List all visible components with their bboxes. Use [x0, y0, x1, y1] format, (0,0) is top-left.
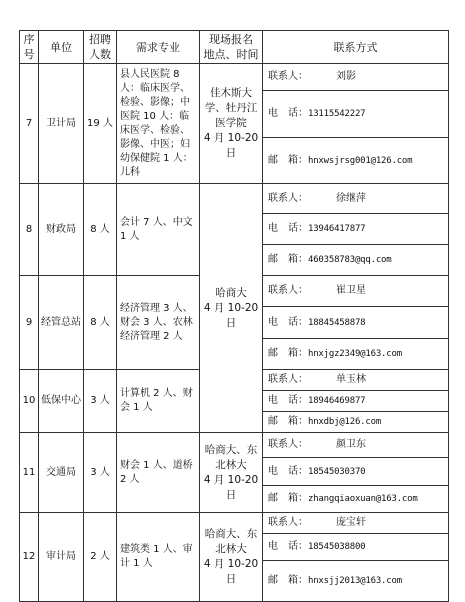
contact-block [263, 513, 449, 602]
header-major: 需求专业 [117, 31, 200, 64]
contact-email[interactable]: hnxwsjrsg001@126.com [308, 155, 413, 166]
row-unit: 交通局 [39, 433, 84, 513]
row-no: 7 [20, 64, 39, 184]
table-row [20, 513, 449, 602]
row-no: 9 [20, 276, 39, 370]
row-location: 佳木斯大学、牡丹江医学院 4 月 10-20 日 [200, 64, 263, 184]
contact-person-row: 联系人： 单玉林 [263, 370, 448, 391]
contact-phone-row: 电 话： 18946469877 [263, 391, 448, 412]
table-row [20, 184, 449, 276]
contact-phone: 18845458878 [308, 317, 366, 328]
row-location: 哈商大、东北林大 4 月 10-20 日 [200, 513, 263, 602]
contact-person: 徐继萍 [336, 192, 366, 204]
row-count: 8 人 [84, 276, 117, 370]
contact-phone-row: 电 话： 18545038800 [263, 534, 448, 561]
row-no: 12 [20, 513, 39, 602]
row-unit: 财政局 [39, 184, 84, 276]
contact-email[interactable]: 460358783@qq.com [308, 255, 392, 265]
contact-person-row: 联系人： 崔卫星 [263, 276, 448, 307]
row-major: 县人民医院 8 人：临床医学、检验、影像；中医院 10 人：临床医学、检验、影像、中医；妇幼保健院 1 人：儿科 [117, 64, 200, 184]
contact-phone: 18545038800 [308, 542, 366, 552]
row-count: 19 人 [84, 64, 117, 184]
row-no: 11 [20, 433, 39, 513]
contact-email[interactable]: zhangqiaoxuan@163.com [308, 494, 418, 504]
row-unit: 经管总站 [39, 276, 84, 370]
row-count: 3 人 [84, 370, 117, 433]
row-count: 8 人 [84, 184, 117, 276]
row-major: 财会 1 人、道桥 2 人 [117, 433, 200, 513]
contact-phone: 18946469877 [308, 396, 366, 406]
contact-person: 刘影 [336, 71, 356, 82]
contact-person: 崔卫星 [336, 285, 366, 296]
row-no: 10 [20, 370, 39, 433]
contact-block [263, 184, 449, 276]
row-major: 经济管理 3 人、财会 3 人、农林经济管理 2 人 [117, 276, 200, 370]
row-major: 会计 7 人、中文 1 人 [117, 184, 200, 276]
header-contact: 联系方式 [263, 31, 449, 64]
contact-phone-row: 电 话： 18545030370 [263, 458, 448, 486]
row-unit: 审计局 [39, 513, 84, 602]
contact-person: 单玉林 [336, 374, 366, 385]
contact-block [263, 370, 449, 433]
contact-person-row: 联系人： 颜卫东 [263, 433, 448, 458]
header-no: 序 号 [20, 31, 39, 64]
contact-email[interactable]: hnxjgz2349@163.com [308, 349, 402, 359]
contact-person-row: 联系人： 庞宝轩 [263, 513, 448, 534]
contact-email[interactable]: hnxdbj@126.com [308, 417, 382, 427]
contact-email-row: 邮 箱： 460358783@qq.com [268, 254, 392, 265]
contact-block [263, 64, 449, 184]
row-no: 8 [20, 184, 39, 276]
contact-person: 颜卫东 [336, 439, 366, 450]
row-location: 哈商大 4 月 10-20 日 [200, 184, 263, 433]
contact-email-row: 邮 箱： hnxwsjrsg001@126.com [268, 154, 413, 166]
row-count: 2 人 [84, 513, 117, 602]
contact-email-row: 邮 箱： hnxdbj@126.com [268, 416, 382, 427]
row-location: 哈商大、东北林大 4 月 10-20 日 [200, 433, 263, 513]
contact-email[interactable]: hnxsjj2013@163.com [308, 576, 402, 586]
contact-phone-row: 电 话： 13115542227 [263, 91, 448, 138]
contact-phone-row: 电 话： 18845458878 [263, 307, 448, 339]
contact-phone-row: 电 话： 13946417877 [263, 214, 448, 245]
table-row [20, 64, 449, 184]
row-major: 计算机 2 人、财会 1 人 [117, 370, 200, 433]
contact-person-row: 联系人： 徐继萍 [263, 184, 448, 214]
header-location: 现场报名 地点、时间 [200, 31, 263, 64]
contact-phone: 13946417877 [308, 224, 366, 234]
table-row [20, 433, 449, 513]
row-unit: 卫计局 [39, 64, 84, 184]
row-unit: 低保中心 [39, 370, 84, 433]
header-count: 招聘 人数 [84, 31, 117, 64]
contact-person-row: 联系人： 刘影 [263, 64, 448, 91]
contact-phone: 18545030370 [308, 466, 366, 477]
contact-person: 庞宝轩 [336, 517, 366, 528]
contact-email-row: 邮 箱： hnxjgz2349@163.com [268, 348, 402, 359]
contact-email-row: 邮 箱： zhangqiaoxuan@163.com [268, 493, 418, 504]
contact-phone: 13115542227 [308, 109, 366, 119]
header-row [20, 31, 449, 64]
header-unit: 单位 [39, 31, 84, 64]
contact-block [263, 276, 449, 370]
row-major: 建筑类 1 人、审计 1 人 [117, 513, 200, 602]
contact-email-row: 邮 箱： hnxsjj2013@163.com [268, 575, 402, 586]
contact-block [263, 433, 449, 513]
row-count: 3 人 [84, 433, 117, 513]
recruitment-table [19, 30, 449, 602]
